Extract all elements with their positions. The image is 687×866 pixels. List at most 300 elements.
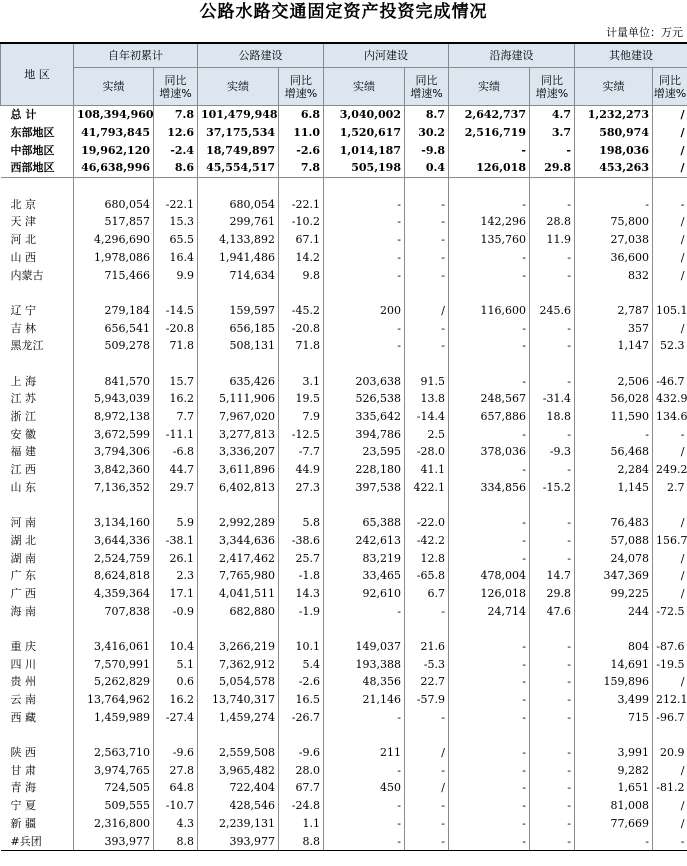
highway-yoy: 11.0 — [279, 124, 324, 142]
highway-yoy: 44.9 — [279, 461, 324, 479]
total-yoy: 7.8 — [154, 106, 198, 124]
region-name: 福 建 — [10, 445, 36, 459]
table-row — [1, 337, 687, 355]
total-actual: 509,555 — [74, 797, 154, 815]
highway-yoy: -7.7 — [279, 443, 324, 461]
coastal-yoy: 29.8 — [530, 159, 575, 177]
inland-yoy: -9.8 — [405, 141, 449, 159]
highway-actual: 2,559,508 — [198, 744, 279, 762]
highway-yoy: 5.8 — [279, 514, 324, 532]
highway-actual: 2,417,462 — [198, 549, 279, 567]
total-yoy: -38.1 — [154, 532, 198, 550]
total-actual: 656,541 — [74, 319, 154, 337]
highway-actual: 508,131 — [198, 337, 279, 355]
inland-actual: 211 — [324, 744, 405, 762]
table-row — [1, 266, 687, 284]
region-name: 山 西 — [10, 250, 36, 264]
inland-actual: - — [324, 761, 405, 779]
highway-actual: 159,597 — [198, 302, 279, 320]
total-yoy: -10.7 — [154, 797, 198, 815]
spacer-cell — [530, 177, 575, 195]
spacer-cell — [198, 726, 279, 744]
inland-actual: - — [324, 195, 405, 213]
total-actual: 8,624,818 — [74, 567, 154, 585]
highway-actual: 6,402,813 — [198, 478, 279, 496]
inland-yoy: / — [405, 302, 449, 320]
spacer-cell — [653, 284, 687, 302]
table-row — [1, 390, 687, 408]
coastal-actual: 2,642,737 — [449, 106, 530, 124]
inland-yoy: 6.7 — [405, 585, 449, 603]
region-name: 安 徽 — [10, 427, 36, 441]
total-actual: 1,459,989 — [74, 708, 154, 726]
other-yoy: -87.6 — [653, 638, 687, 656]
total-yoy: 5.9 — [154, 514, 198, 532]
spacer-cell — [74, 284, 154, 302]
inland-actual: 193,388 — [324, 655, 405, 673]
other-yoy: / — [653, 443, 687, 461]
coastal-yoy: - — [530, 249, 575, 267]
other-yoy: - — [653, 832, 687, 850]
region-name: 辽 宁 — [10, 303, 36, 317]
other-actual: 357 — [575, 319, 653, 337]
total-yoy: -0.9 — [154, 602, 198, 620]
inland-actual: 228,180 — [324, 461, 405, 479]
spacer-row — [1, 496, 687, 514]
total-actual: 4,359,364 — [74, 585, 154, 603]
region-name: 甘 肃 — [10, 763, 36, 777]
other-actual: 453,263 — [575, 159, 653, 177]
coastal-yoy: - — [530, 141, 575, 159]
region-name: 云 南 — [10, 693, 36, 707]
highway-yoy: 5.4 — [279, 655, 324, 673]
other-yoy: / — [653, 124, 687, 142]
region-name: 浙 江 — [10, 410, 36, 424]
spacer-cell — [530, 726, 575, 744]
other-actual: 11,590 — [575, 408, 653, 426]
total-yoy: 10.4 — [154, 638, 198, 656]
other-yoy: / — [653, 797, 687, 815]
yoy-header-line1: 同比 — [415, 73, 438, 87]
highway-yoy: 7.8 — [279, 159, 324, 177]
table-row — [1, 478, 687, 496]
other-yoy: - — [653, 425, 687, 443]
spacer-cell — [575, 726, 653, 744]
coastal-yoy: - — [530, 195, 575, 213]
spacer-cell — [324, 620, 405, 638]
highway-actual: 3,336,207 — [198, 443, 279, 461]
region-name: 总 计 — [10, 108, 37, 122]
spacer-cell — [74, 355, 154, 373]
inland-yoy: - — [405, 815, 449, 833]
coastal-actual: - — [449, 372, 530, 390]
total-yoy: 16.2 — [154, 691, 198, 709]
spacer-cell — [198, 284, 279, 302]
highway-actual: 7,362,912 — [198, 655, 279, 673]
coastal-actual: 478,004 — [449, 567, 530, 585]
highway-actual: 1,941,486 — [198, 249, 279, 267]
coastal-actual: - — [449, 655, 530, 673]
other-actual: 14,691 — [575, 655, 653, 673]
yoy-header-line1: 同比 — [164, 73, 187, 87]
total-yoy: -20.8 — [154, 319, 198, 337]
inland-yoy: - — [405, 319, 449, 337]
inland-actual: - — [324, 815, 405, 833]
yoy-header — [154, 68, 198, 106]
inland-yoy: - — [405, 602, 449, 620]
highway-actual: 4,041,511 — [198, 585, 279, 603]
highway-yoy: 7.9 — [279, 408, 324, 426]
spacer-row — [1, 177, 687, 195]
coastal-actual: - — [449, 249, 530, 267]
other-actual: - — [575, 425, 653, 443]
highway-actual: 3,266,219 — [198, 638, 279, 656]
inland-actual: 33,465 — [324, 567, 405, 585]
highway-yoy: 1.1 — [279, 815, 324, 833]
highway-actual: 714,634 — [198, 266, 279, 284]
highway-yoy: -9.6 — [279, 744, 324, 762]
other-yoy: / — [653, 106, 687, 124]
total-actual: 2,563,710 — [74, 744, 154, 762]
table-row — [1, 461, 687, 479]
coastal-actual: - — [449, 691, 530, 709]
total-yoy: 9.9 — [154, 266, 198, 284]
coastal-actual: - — [449, 815, 530, 833]
region-name: 广 东 — [10, 569, 36, 583]
region-name: #兵团 — [1, 832, 74, 850]
other-actual: 1,651 — [575, 779, 653, 797]
coastal-actual: 378,036 — [449, 443, 530, 461]
total-actual: 841,570 — [74, 372, 154, 390]
region-name: 海 南 — [10, 604, 36, 618]
table-row — [1, 231, 687, 249]
coastal-actual: - — [449, 708, 530, 726]
spacer-cell — [449, 177, 530, 195]
actual-header: 实绩 — [198, 68, 279, 106]
spacer-row — [1, 284, 687, 302]
group-header-total: 自年初累计 — [74, 43, 198, 68]
table-row — [1, 832, 687, 850]
region-name: 四 川 — [10, 657, 36, 671]
total-actual: 8,972,138 — [74, 408, 154, 426]
total-actual: 108,394,960 — [74, 106, 154, 124]
inland-actual: 48,356 — [324, 673, 405, 691]
table-row — [1, 532, 687, 550]
highway-actual: 7,765,980 — [198, 567, 279, 585]
other-yoy: / — [653, 514, 687, 532]
total-yoy: -11.1 — [154, 425, 198, 443]
inland-yoy: - — [405, 832, 449, 850]
highway-yoy: 19.5 — [279, 390, 324, 408]
highway-actual: 13,740,317 — [198, 691, 279, 709]
inland-actual: - — [324, 266, 405, 284]
coastal-yoy: 29.8 — [530, 585, 575, 603]
coastal-yoy: - — [530, 673, 575, 691]
total-yoy: 5.1 — [154, 655, 198, 673]
summary-row — [1, 159, 687, 177]
region-name: 青 海 — [10, 781, 36, 795]
total-actual: 3,416,061 — [74, 638, 154, 656]
group-header-other: 其他建设 — [575, 43, 687, 68]
total-actual: 715,466 — [74, 266, 154, 284]
inland-actual: 203,638 — [324, 372, 405, 390]
spacer-cell — [1, 355, 74, 373]
other-yoy: / — [653, 231, 687, 249]
other-actual: 804 — [575, 638, 653, 656]
spacer-cell — [449, 726, 530, 744]
coastal-actual: - — [449, 461, 530, 479]
other-actual: 75,800 — [575, 213, 653, 231]
yoy-header-line1: 同比 — [541, 73, 563, 87]
inland-yoy: -57.9 — [405, 691, 449, 709]
coastal-yoy: -15.2 — [530, 478, 575, 496]
highway-actual: 393,977 — [198, 832, 279, 850]
highway-actual: 635,426 — [198, 372, 279, 390]
inland-actual: 1,520,617 — [324, 124, 405, 142]
coastal-yoy: 47.6 — [530, 602, 575, 620]
region-name: 广 西 — [10, 586, 36, 600]
spacer-cell — [575, 620, 653, 638]
spacer-cell — [530, 620, 575, 638]
region-name: 湖 北 — [10, 533, 36, 547]
highway-actual: 5,111,906 — [198, 390, 279, 408]
spacer-cell — [198, 355, 279, 373]
table-header — [1, 43, 687, 106]
inland-yoy: 30.2 — [405, 124, 449, 142]
inland-actual: - — [324, 319, 405, 337]
coastal-yoy: - — [530, 797, 575, 815]
inland-actual: - — [324, 337, 405, 355]
highway-yoy: -26.7 — [279, 708, 324, 726]
table-row — [1, 195, 687, 213]
spacer-cell — [405, 726, 449, 744]
highway-actual: 3,277,813 — [198, 425, 279, 443]
highway-yoy: -2.6 — [279, 141, 324, 159]
inland-yoy: - — [405, 761, 449, 779]
yoy-header-line2: 增速% — [284, 86, 318, 100]
highway-actual: 45,554,517 — [198, 159, 279, 177]
inland-yoy: / — [405, 779, 449, 797]
region-name: 北 京 — [10, 197, 36, 211]
highway-yoy: -24.8 — [279, 797, 324, 815]
table-row — [1, 319, 687, 337]
coastal-actual: - — [449, 832, 530, 850]
spacer-cell — [154, 620, 198, 638]
spacer-cell — [279, 177, 324, 195]
total-actual: 13,764,962 — [74, 691, 154, 709]
spacer-cell — [279, 355, 324, 373]
total-actual: 3,794,306 — [74, 443, 154, 461]
region-name: 西部地区 — [1, 159, 74, 177]
total-actual: 509,278 — [74, 337, 154, 355]
inland-yoy: 0.4 — [405, 159, 449, 177]
highway-yoy: 14.3 — [279, 585, 324, 603]
table-row — [1, 549, 687, 567]
table-row — [1, 372, 687, 390]
coastal-actual: - — [449, 549, 530, 567]
yoy-header-line2: 增速% — [159, 86, 192, 100]
coastal-actual: 126,018 — [449, 159, 530, 177]
inland-yoy: -65.8 — [405, 567, 449, 585]
total-actual: 680,054 — [74, 195, 154, 213]
highway-yoy: 16.5 — [279, 691, 324, 709]
total-yoy: -2.4 — [154, 141, 198, 159]
spacer-cell — [198, 496, 279, 514]
inland-yoy: - — [405, 266, 449, 284]
coastal-actual: - — [449, 779, 530, 797]
coastal-actual: - — [449, 514, 530, 532]
highway-yoy: -2.6 — [279, 673, 324, 691]
spacer-row — [1, 355, 687, 373]
region-name: 重 庆 — [10, 639, 36, 653]
summary-row — [1, 141, 687, 159]
total-actual: 3,134,160 — [74, 514, 154, 532]
table-row — [1, 213, 687, 231]
coastal-yoy: 18.8 — [530, 408, 575, 426]
coastal-actual: - — [449, 761, 530, 779]
total-yoy: 27.8 — [154, 761, 198, 779]
highway-yoy: 8.8 — [279, 832, 324, 850]
total-yoy: 4.3 — [154, 815, 198, 833]
inland-yoy: -42.2 — [405, 532, 449, 550]
spacer-row — [1, 620, 687, 638]
coastal-yoy: - — [530, 691, 575, 709]
coastal-actual: - — [449, 638, 530, 656]
spacer-cell — [530, 496, 575, 514]
other-yoy: / — [653, 141, 687, 159]
inland-yoy: -22.0 — [405, 514, 449, 532]
inland-actual: 23,595 — [324, 443, 405, 461]
spacer-cell — [405, 355, 449, 373]
other-yoy: / — [653, 159, 687, 177]
inland-actual: 1,014,187 — [324, 141, 405, 159]
spacer-cell — [405, 177, 449, 195]
highway-actual: 101,479,948 — [198, 106, 279, 124]
region-name: 中部地区 — [10, 143, 55, 157]
other-actual: 2,506 — [575, 372, 653, 390]
inland-actual: 450 — [324, 779, 405, 797]
other-actual: 77,669 — [575, 815, 653, 833]
region-name: 内蒙古 — [10, 268, 44, 282]
total-actual: 19,962,120 — [74, 141, 154, 159]
table-row — [1, 425, 687, 443]
coastal-yoy: - — [530, 461, 575, 479]
total-yoy: 65.5 — [154, 231, 198, 249]
yoy-header-line1: 同比 — [290, 73, 312, 87]
spacer-cell — [575, 177, 653, 195]
other-yoy: / — [653, 266, 687, 284]
spacer-cell — [324, 496, 405, 514]
coastal-actual: - — [449, 425, 530, 443]
spacer-cell — [653, 177, 687, 195]
total-yoy: -9.6 — [154, 744, 198, 762]
total-yoy: -6.8 — [154, 443, 198, 461]
spacer-cell — [154, 284, 198, 302]
total-actual: 707,838 — [74, 602, 154, 620]
table-row — [1, 443, 687, 461]
total-yoy: 12.6 — [154, 124, 198, 142]
yoy-header-line2: 增速% — [410, 86, 443, 100]
coastal-yoy: - — [530, 744, 575, 762]
other-yoy: 52.3 — [653, 337, 687, 355]
coastal-actual: - — [449, 195, 530, 213]
other-actual: 580,974 — [575, 124, 653, 142]
highway-yoy: 3.1 — [279, 372, 324, 390]
table-row — [1, 815, 687, 833]
spacer-cell — [653, 496, 687, 514]
spacer-cell — [198, 620, 279, 638]
total-actual: 4,296,690 — [74, 231, 154, 249]
region-name: 贵 州 — [10, 675, 36, 689]
table-row — [1, 585, 687, 603]
other-actual: - — [575, 832, 653, 850]
total-yoy: 64.8 — [154, 779, 198, 797]
highway-actual: 37,175,534 — [198, 124, 279, 142]
highway-actual: 7,967,020 — [198, 408, 279, 426]
region-name: 宁 夏 — [10, 799, 36, 813]
total-actual: 3,644,336 — [74, 532, 154, 550]
highway-actual: 2,239,131 — [198, 815, 279, 833]
region-name: 河 北 — [10, 233, 36, 247]
table-row — [1, 708, 687, 726]
actual-header: 实绩 — [324, 68, 405, 106]
other-yoy: / — [653, 585, 687, 603]
other-actual: 24,078 — [575, 549, 653, 567]
total-actual: 3,672,599 — [74, 425, 154, 443]
region-name: 东部地区 — [10, 126, 55, 140]
highway-yoy: 9.8 — [279, 266, 324, 284]
table-row — [1, 302, 687, 320]
total-yoy: 15.7 — [154, 372, 198, 390]
total-actual: 724,505 — [74, 779, 154, 797]
coastal-yoy: - — [530, 319, 575, 337]
other-actual: 36,600 — [575, 249, 653, 267]
table-row — [1, 673, 687, 691]
total-yoy: 29.7 — [154, 478, 198, 496]
yoy-header — [530, 68, 575, 106]
spacer-cell — [154, 496, 198, 514]
inland-actual: - — [324, 832, 405, 850]
coastal-yoy: - — [530, 832, 575, 850]
table-row — [1, 514, 687, 532]
inland-actual: - — [324, 249, 405, 267]
inland-actual: 21,146 — [324, 691, 405, 709]
highway-yoy: -20.8 — [279, 319, 324, 337]
spacer-cell — [405, 284, 449, 302]
coastal-yoy: 4.7 — [530, 106, 575, 124]
other-actual: 244 — [575, 602, 653, 620]
summary-row — [1, 106, 687, 124]
region-name: 天 津 — [10, 215, 36, 229]
coastal-yoy: - — [530, 761, 575, 779]
coastal-yoy: -9.3 — [530, 443, 575, 461]
coastal-yoy: 28.8 — [530, 213, 575, 231]
other-actual: 2,787 — [575, 302, 653, 320]
inland-yoy: 12.8 — [405, 549, 449, 567]
other-yoy: 156.7 — [653, 532, 687, 550]
coastal-yoy: 245.6 — [530, 302, 575, 320]
table-row — [1, 567, 687, 585]
inland-yoy: 21.6 — [405, 638, 449, 656]
total-yoy: 71.8 — [154, 337, 198, 355]
other-yoy: 134.6 — [653, 408, 687, 426]
highway-actual: 428,546 — [198, 797, 279, 815]
coastal-yoy: - — [530, 372, 575, 390]
coastal-yoy: 3.7 — [530, 124, 575, 142]
other-yoy: / — [653, 761, 687, 779]
total-actual: 5,943,039 — [74, 390, 154, 408]
highway-actual: 722,404 — [198, 779, 279, 797]
